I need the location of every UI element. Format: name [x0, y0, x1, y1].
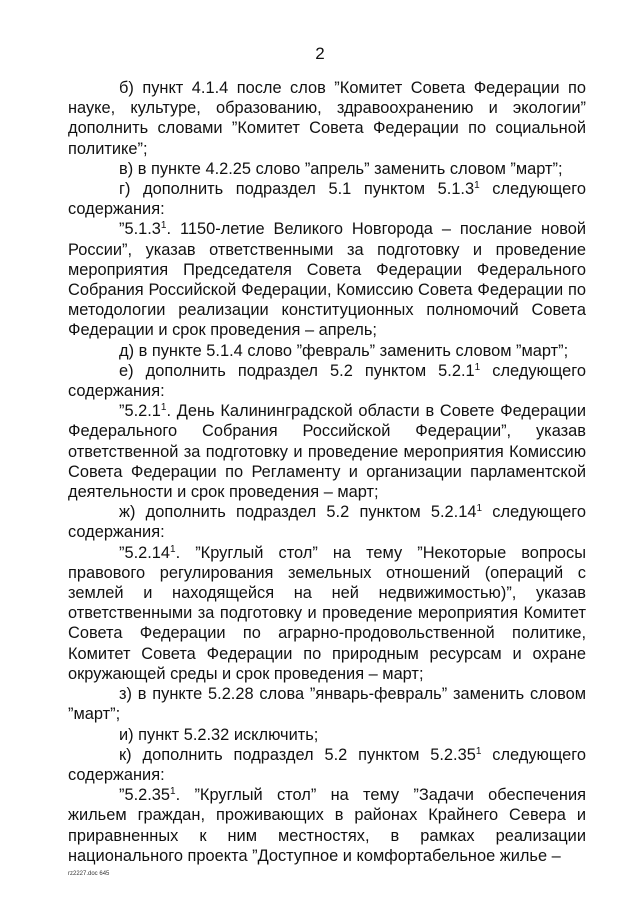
paragraph-k-pre: к) дополнить подраздел 5.2 пунктом 5.2.35 — [119, 745, 476, 764]
paragraph-g-item-post: . 1150-летие Великого Новгорода – послание новой России”, указав ответственными за подготовку и проведение мероприятия Председателя Совета Федерации Федерального Собрания Российской Федерации, Комиссию Совета Федерации по методологии реализации конституционных полномочий Совета Федерации и срок проведения – апрель; — [68, 220, 586, 340]
paragraph-zh — [68, 502, 586, 542]
paragraph-k-item-pre: ”5.2.35 — [119, 786, 171, 805]
paragraph-k-post: следующего содержания: — [68, 745, 586, 784]
paragraph-zh-item — [68, 543, 586, 684]
superscript: 1 — [474, 180, 480, 192]
paragraph-e-item-post: . День Калининградской области в Совете Федерации Федерального Собрания Российской Федерации”, указав ответственной за подготовку и проведение мероприятия Комиссию Совета Федерации по Регламенту и организации парламентской деятельности и срок проведения – март; — [68, 402, 586, 502]
file-footer: rz2227.doc 645 — [68, 871, 110, 877]
page-number: 2 — [315, 44, 325, 63]
paragraph-e — [68, 361, 586, 401]
superscript: 1 — [475, 745, 482, 757]
paragraph-b: б) пункт 4.1.4 после слов ”Комитет Совета Федерации по науке, культуре, образованию, здравоохранению и экологии” дополнить словами ”Комитет Совета Федерации по социальной политике”; — [68, 79, 586, 158]
paragraph-d: д) в пункте 5.1.4 слово ”февраль” заменить словом ”март”; — [119, 341, 569, 360]
paragraph-zh-item-pre: ”5.2.14 — [119, 543, 171, 562]
paragraph-e-item — [68, 401, 586, 502]
paragraph-zh-post: следующего содержания: — [68, 503, 586, 542]
paragraph-k-item-post: . ”Круглый стол” на тему ”Задачи обеспечения жильем граждан, проживающих в районах Крайнего Севера и приравненных к ним местностях, в рамках реализации национального проекта ”Доступное и комфортабельное жилье – — [68, 786, 586, 865]
paragraph-g-post: следующего содержания: — [68, 180, 586, 219]
paragraph-g-item — [68, 219, 586, 340]
paragraph-e-pre: е) дополнить подраздел 5.2 пунктом 5.2.1 — [119, 361, 475, 380]
superscript: 1 — [476, 503, 483, 515]
paragraph-zh-item-post: . ”Круглый стол” на тему ”Некоторые вопросы правового регулирования земельных отношений (операций с землей и находящейся на ней недвижимостью)”, указав ответственными за подготовку и проведение мероприятия Комитет Совета Федерации по аграрно-продовольственной политике, Комитет Совета Федерации по природным ресурсам и охране окружающей среды и срок проведения – март; — [68, 543, 586, 683]
superscript: 1 — [170, 543, 176, 555]
paragraph-e-post: следующего содержания: — [68, 361, 586, 401]
paragraph-z: з) в пункте 5.2.28 слова ”январь-февраль” заменить словом ”март”; — [68, 685, 586, 724]
paragraph-e-item-pre: ”5.2.1 — [119, 402, 161, 421]
paragraph-g-pre: г) дополнить подраздел 5.1 пунктом 5.1.3 — [119, 180, 475, 199]
paragraph-g — [68, 179, 586, 219]
superscript: 1 — [160, 220, 167, 232]
paragraph-k-item — [68, 785, 586, 866]
paragraph-g-item-pre: ”5.1.3 — [119, 220, 161, 239]
paragraph-i: и) пункт 5.2.32 исключить; — [119, 725, 319, 744]
superscript: 1 — [474, 361, 481, 373]
superscript: 1 — [170, 786, 176, 798]
paragraph-zh-pre: ж) дополнить подраздел 5.2 пунктом 5.2.14 — [119, 503, 477, 522]
superscript: 1 — [160, 402, 167, 414]
document-body — [68, 78, 586, 866]
paragraph-v: в) в пункте 4.2.25 слово ”апрель” заменить словом ”март”; — [119, 159, 563, 178]
paragraph-k — [68, 745, 586, 785]
